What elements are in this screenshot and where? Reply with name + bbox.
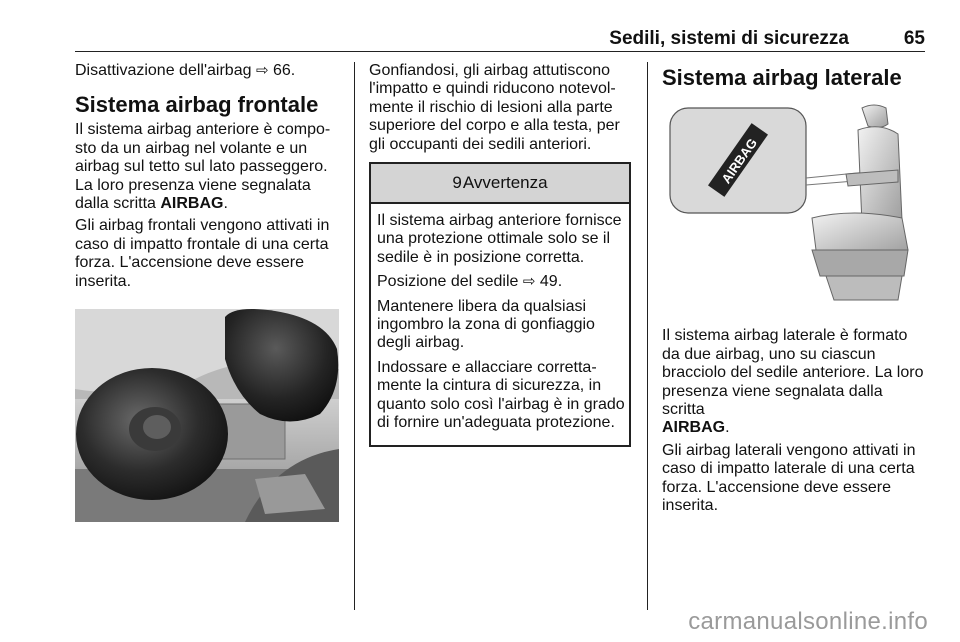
warning-body [371, 204, 629, 444]
seat-position-link[interactable]: 49. [539, 273, 563, 291]
warning-paragraph-1: Il sistema airbag anteriore fornisce una protezione ottimale solo se il sedile è in posizione corretta. [377, 212, 622, 266]
seat-position-reference: Posizione del sedile ⇨ 49. [377, 273, 563, 291]
warning-paragraph-4: Indossare e allacciare corretta-mente la cintura di sicurezza, in quanto solo così l'airbag è in grado di fornire un'adeguata protezione. [377, 358, 625, 432]
warning-title: Avvertenza [462, 172, 548, 192]
watermark: carmanualsonline.info [688, 608, 928, 635]
warning-paragraph-3: Mantenere libera da qualsiasi ingombro la zona di gonfiaggio degli airbag. [377, 297, 595, 352]
page-number: 65 [903, 28, 925, 49]
inflation-paragraph: Gonfiandosi, gli airbag attutiscono l'impatto e quindi riducono notevol-mente il rischio di lesioni alla parte superiore del corpo e alla testa, per gli occupanti dei sedili anteriori. [369, 62, 620, 153]
deactivation-link[interactable]: 66. [272, 62, 296, 79]
deactivation-reference: Disattivazione dell'airbag ⇨ 66. [75, 62, 296, 79]
side-airbag-paragraph-2: Gli airbag laterali vengono attivati in caso di impatto laterale di una certa forza. L'accensione deve essere inserita. [662, 441, 916, 515]
warning-box [369, 162, 631, 446]
frontal-airbag-paragraph-2: Gli airbag frontali vengono attivati in caso di impatto frontale di una certa forza. L'accensione deve essere inserita. [75, 217, 330, 290]
airbag-label: AIRBAG [662, 419, 726, 437]
frontal-airbag-photo [75, 309, 339, 522]
reference-arrow-icon: ⇨ [255, 62, 269, 79]
warning-icon: 9 [452, 172, 462, 192]
airbag-label: AIRBAG [160, 195, 224, 213]
reference-arrow-icon: ⇨ [522, 273, 536, 291]
frontal-airbag-paragraph-1: Il sistema airbag anteriore è compo-sto da un airbag nel volante e un airbag sul tetto sul lato passeggero. La loro presenza viene segnalata dalla scritta AIRBAG. [75, 121, 331, 213]
column-divider-2 [647, 62, 648, 610]
warning-header [371, 164, 629, 204]
column-3 [662, 62, 928, 519]
page-header [75, 26, 925, 52]
column-2 [369, 62, 631, 447]
side-airbag-illustration [662, 100, 928, 312]
page-title: Sedili, sistemi di sicurezza [609, 28, 849, 49]
airbag-label-text: AIRBAG [718, 135, 761, 187]
side-airbag-paragraph-1: Il sistema airbag laterale è formato da due airbag, uno su ciascun bracciolo del sedile anteriore. La loro presenza viene segnalata dalla scritta AIRBAG. [662, 327, 924, 437]
frontal-airbag-heading: Sistema airbag frontale [75, 92, 319, 118]
side-airbag-heading: Sistema airbag laterale [662, 65, 902, 90]
column-divider-1 [354, 62, 355, 610]
column-1 [75, 62, 340, 527]
